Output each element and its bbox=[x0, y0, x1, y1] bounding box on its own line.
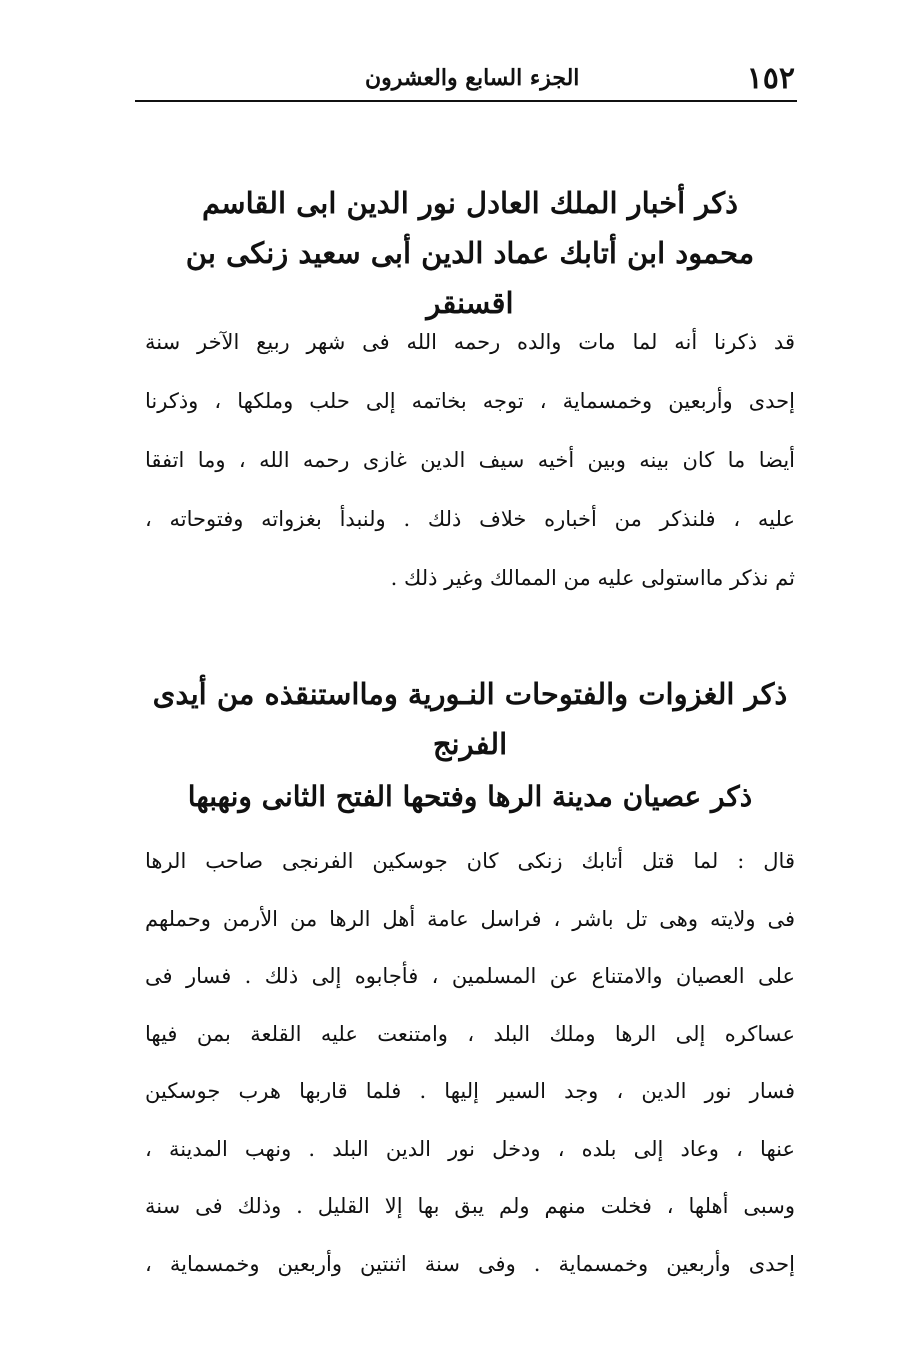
page-header bbox=[135, 58, 795, 98]
running-head: الجزء السابع والعشرون bbox=[365, 65, 580, 91]
page-number: ١٥٢ bbox=[746, 60, 795, 96]
section-title bbox=[140, 669, 800, 769]
text-line: عليه ، فلنذكر من أخباره خلاف ذلك . ولنبدأ بغزواته وفتوحاته ، bbox=[145, 507, 795, 531]
text-line: فى ولايته وهى تل باشر ، فراسل عامة أهل الرها من الأرمن وحملهم bbox=[145, 906, 795, 931]
text-line: قد ذكرنا أنه لما مات والده رحمه الله فى شهر ربيع الآخر سنة bbox=[145, 330, 795, 354]
section-title-line: ذكر أخبار الملك العادل نور الدين ابى القاسم bbox=[202, 186, 738, 220]
paragraph bbox=[145, 313, 795, 608]
section-subtitle: ذكر عصيان مدينة الرها وفتحها الفتح الثانى ونهبها bbox=[187, 780, 753, 813]
text-line: قال : لما قتل أتابك زنكى كان جوسكين الفرنجى صاحب الرها bbox=[145, 849, 795, 873]
header-rule bbox=[135, 100, 797, 102]
text-line: عساكره إلى الرها وملك البلد ، وامتنعت عليه القلعة بمن فيها bbox=[145, 1021, 795, 1046]
text-line: أيضا ما كان بينه وبين أخيه سيف الدين غازى رحمه الله ، وما اتفقا bbox=[145, 448, 795, 472]
section-title bbox=[140, 178, 800, 328]
section-title-line: ذكر الغزوات والفتوحات النـورية ومااستنقذه من أيدى bbox=[152, 677, 788, 711]
section-title-line: الفرنج bbox=[432, 727, 508, 761]
text-line: ثم نذكر مااستولى عليه من الممالك وغير ذلك . bbox=[390, 566, 795, 590]
text-line: إحدى وأربعين وخمسماية . وفى سنة اثنتين وأربعين وخمسماية ، bbox=[145, 1251, 795, 1276]
text-line: وسبى أهلها ، فخلت منهم ولم يبق بها إلا القليل . وذلك فى سنة bbox=[145, 1194, 795, 1218]
text-line: عنها ، وعاد إلى بلده ، ودخل نور الدين البلد . ونهب المدينة ، bbox=[145, 1136, 795, 1161]
text-line: على العصيان والامتناع عن المسلمين ، فأجابوه إلى ذلك . فسار فى bbox=[145, 964, 795, 988]
text-line: إحدى وأربعين وخمسماية ، توجه بخاتمه إلى حلب وملكها ، وذكرنا bbox=[145, 389, 795, 413]
section-title-line: محمود ابن أتابك عماد الدين أبى سعيد زنكى بن اقسنقر bbox=[185, 236, 755, 320]
paragraph bbox=[145, 833, 795, 1293]
text-line: فسار نور الدين ، وجد السير إليها . فلما قاربها هرب جوسكين bbox=[145, 1079, 795, 1103]
